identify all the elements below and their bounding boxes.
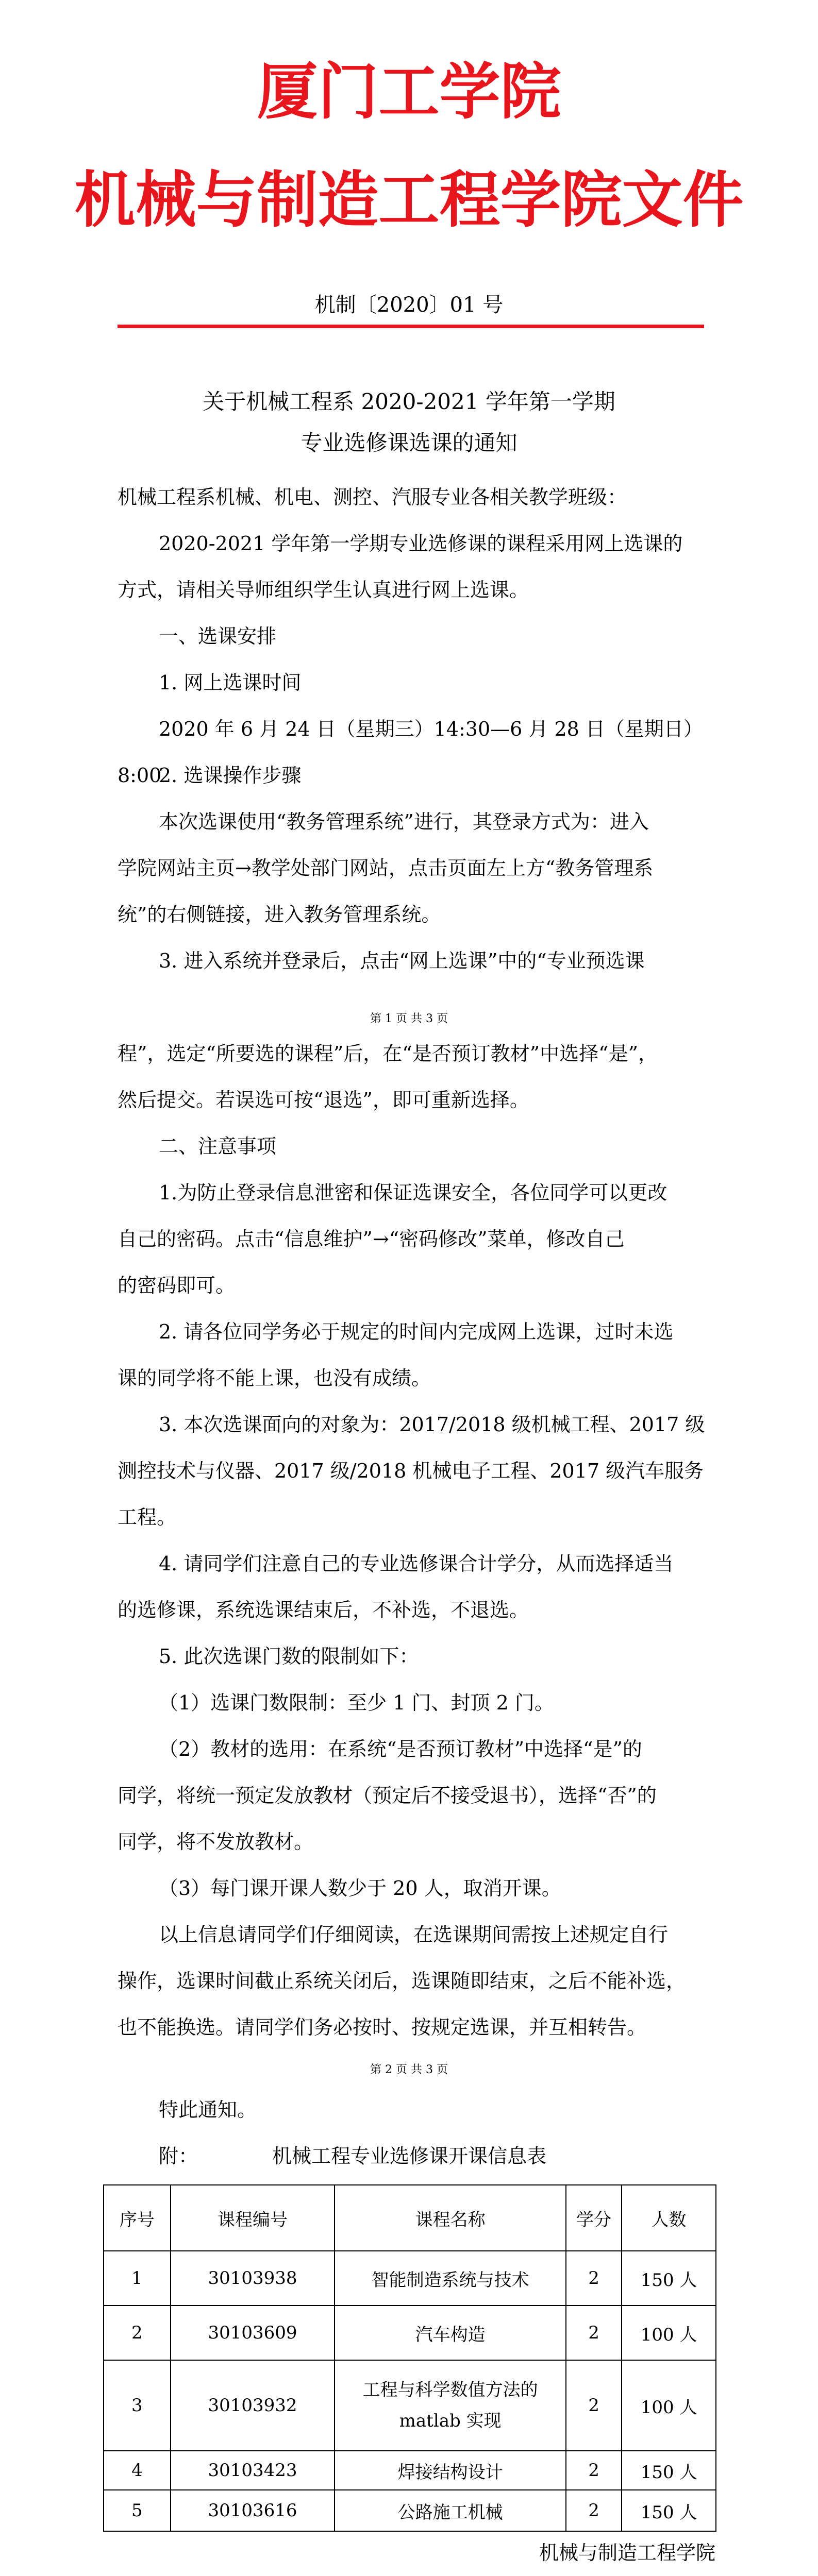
note-5-item-2-line-2: 同学，将统一预定发放教材（预定后不接受退书），选择“否”的 bbox=[118, 1784, 657, 1807]
cell-enrollment: 150 人 bbox=[622, 2251, 716, 2306]
cell-course-code: 30103616 bbox=[171, 2490, 335, 2531]
cell-credits: 2 bbox=[566, 2251, 622, 2306]
closing-line-1: 以上信息请同学们仔细阅读，在选课期间需按上述规定自行 bbox=[159, 1923, 669, 1946]
note-3-line-1: 3. 本次选课面向的对象为：2017/2018 级机械工程、2017 级 bbox=[159, 1413, 705, 1436]
cell-course-name: 公路施工机械 bbox=[335, 2490, 565, 2531]
table-row bbox=[104, 2306, 716, 2360]
cell-enrollment: 100 人 bbox=[622, 2306, 716, 2360]
note-5-item-3: （3）每门课开课人数少于 20 人，取消开课。 bbox=[159, 1877, 561, 1900]
note-5-heading: 5. 此次选课门数的限制如下： bbox=[159, 1645, 419, 1668]
step-3-line-2: 程”，选定“所要选的课程”后，在“是否预订教材”中选择“是”， bbox=[118, 1042, 658, 1065]
table-row bbox=[104, 2251, 716, 2306]
cell-course-name: 工程与科学数值方法的 matlab 实现 bbox=[335, 2360, 565, 2451]
section-1-1-heading: 1. 网上选课时间 bbox=[159, 671, 302, 694]
document-title: 机械与制造工程学院文件 bbox=[74, 164, 744, 235]
note-1-line-1: 1.为防止登录信息泄密和保证选课安全，各位同学可以更改 bbox=[159, 1181, 667, 1204]
section-2-heading: 二、注意事项 bbox=[159, 1135, 277, 1158]
cell-course-name: 智能制造系统与技术 bbox=[335, 2251, 565, 2306]
note-5-item-1: （1）选课门数限制：至少 1 门、封顶 2 门。 bbox=[159, 1691, 554, 1714]
note-5-item-2-line-3: 同学，将不发放教材。 bbox=[118, 1831, 314, 1853]
attachment-title: 机械工程专业选修课开课信息表 bbox=[272, 2145, 547, 2167]
steps-line-1: 本次选课使用“教务管理系统”进行，其登录方式为：进入 bbox=[159, 810, 649, 833]
cell-index: 1 bbox=[104, 2251, 171, 2306]
cell-course-name: 焊接结构设计 bbox=[335, 2451, 565, 2490]
special-notice: 特此通知。 bbox=[159, 2098, 257, 2121]
closing-line-3: 也不能换选。请同学们务必按时、按规定选课，并互相转告。 bbox=[118, 2016, 647, 2039]
signature-date bbox=[118, 2566, 715, 2576]
cell-index: 3 bbox=[104, 2360, 171, 2451]
steps-line-3: 统”的右侧链接，进入教务管理系统。 bbox=[118, 903, 441, 926]
table-row bbox=[104, 2360, 716, 2451]
section-1-2-heading: 2. 选课操作步骤 bbox=[159, 764, 302, 787]
header-index: 序号 bbox=[104, 2185, 171, 2251]
header-course-name: 课程名称 bbox=[335, 2185, 565, 2251]
cell-course-name: 汽车构造 bbox=[335, 2306, 565, 2360]
red-divider bbox=[118, 325, 704, 328]
intro-line-1: 2020-2021 学年第一学期专业选修课的课程采用网上选课的 bbox=[159, 532, 683, 555]
cell-credits: 2 bbox=[566, 2360, 622, 2451]
section-1-heading: 一、选课安排 bbox=[159, 625, 277, 648]
note-3-line-3: 工程。 bbox=[118, 1506, 177, 1529]
step-3-line-1: 3. 进入系统并登录后，点击“网上选课”中的“专业预选课 bbox=[159, 950, 645, 972]
cell-enrollment: 150 人 bbox=[622, 2451, 716, 2490]
note-1-line-2: 自己的密码。点击“信息维护”→“密码修改”菜单，修改自己 bbox=[118, 1228, 625, 1250]
signature-org: 机械与制造工程学院 bbox=[539, 2541, 715, 2564]
cell-credits: 2 bbox=[566, 2490, 622, 2531]
note-1-line-3: 的密码即可。 bbox=[118, 1274, 236, 1297]
note-2-line-2: 课的同学将不能上课，也没有成绩。 bbox=[118, 1367, 431, 1389]
cell-enrollment: 150 人 bbox=[622, 2490, 716, 2531]
course-table bbox=[103, 2184, 716, 2532]
table-row bbox=[104, 2490, 716, 2531]
header-course-code: 课程编号 bbox=[171, 2185, 335, 2251]
selection-time: 2020 年 6 月 24 日（星期三）14:30—6 月 28 日（星期日）8:00 bbox=[118, 718, 703, 787]
attachment-label: 附： bbox=[159, 2145, 198, 2167]
cell-course-code: 30103938 bbox=[171, 2251, 335, 2306]
salutation: 机械工程系机械、机电、测控、汽服专业各相关教学班级： bbox=[118, 486, 627, 509]
header-enrollment: 人数 bbox=[622, 2185, 716, 2251]
table-header-row bbox=[104, 2185, 716, 2251]
cell-index: 2 bbox=[104, 2306, 171, 2360]
cell-enrollment: 100 人 bbox=[622, 2360, 716, 2451]
subject-line-2: 专业选修课选课的通知 bbox=[301, 430, 517, 455]
cell-course-code: 30103932 bbox=[171, 2360, 335, 2451]
subject-line-1: 关于机械工程系 2020-2021 学年第一学期 bbox=[203, 389, 615, 414]
intro-line-2: 方式，请相关导师组织学生认真进行网上选课。 bbox=[118, 579, 529, 601]
note-3-line-2: 测控技术与仪器、2017 级/2018 机械电子工程、2017 级汽车服务 bbox=[118, 1460, 704, 1482]
table-row bbox=[104, 2451, 716, 2490]
cell-index: 5 bbox=[104, 2490, 171, 2531]
cell-index: 4 bbox=[104, 2451, 171, 2490]
note-5-item-2-line-1: （2）教材的选用：在系统“是否预订教材”中选择“是”的 bbox=[159, 1738, 642, 1760]
header-credits: 学分 bbox=[566, 2185, 622, 2251]
closing-line-2: 操作，选课时间截止系统关闭后，选课随即结束，之后不能补选， bbox=[118, 1970, 686, 1992]
steps-line-2: 学院网站主页→教学处部门网站，点击页面左上方“教务管理系 bbox=[118, 857, 654, 879]
cell-credits: 2 bbox=[566, 2451, 622, 2490]
note-4-line-2: 的选修课，系统选课结束后，不补选，不退选。 bbox=[118, 1599, 529, 1621]
cell-course-code: 30103423 bbox=[171, 2451, 335, 2490]
org-name: 厦门工学院 bbox=[257, 56, 561, 127]
page-footer-2: 第 2 页 共 3 页 bbox=[370, 2063, 448, 2076]
cell-credits: 2 bbox=[566, 2306, 622, 2360]
document-number: 机制〔2020〕01 号 bbox=[314, 293, 504, 317]
page-footer-1: 第 1 页 共 3 页 bbox=[370, 1012, 448, 1025]
step-3-line-3: 然后提交。若误选可按“退选”，即可重新选择。 bbox=[118, 1089, 529, 1111]
cell-course-code: 30103609 bbox=[171, 2306, 335, 2360]
note-2-line-1: 2. 请各位同学务必于规定的时间内完成网上选课，过时未选 bbox=[159, 1320, 674, 1343]
note-4-line-1: 4. 请同学们注意自己的专业选修课合计学分，从而选择适当 bbox=[159, 1552, 674, 1575]
